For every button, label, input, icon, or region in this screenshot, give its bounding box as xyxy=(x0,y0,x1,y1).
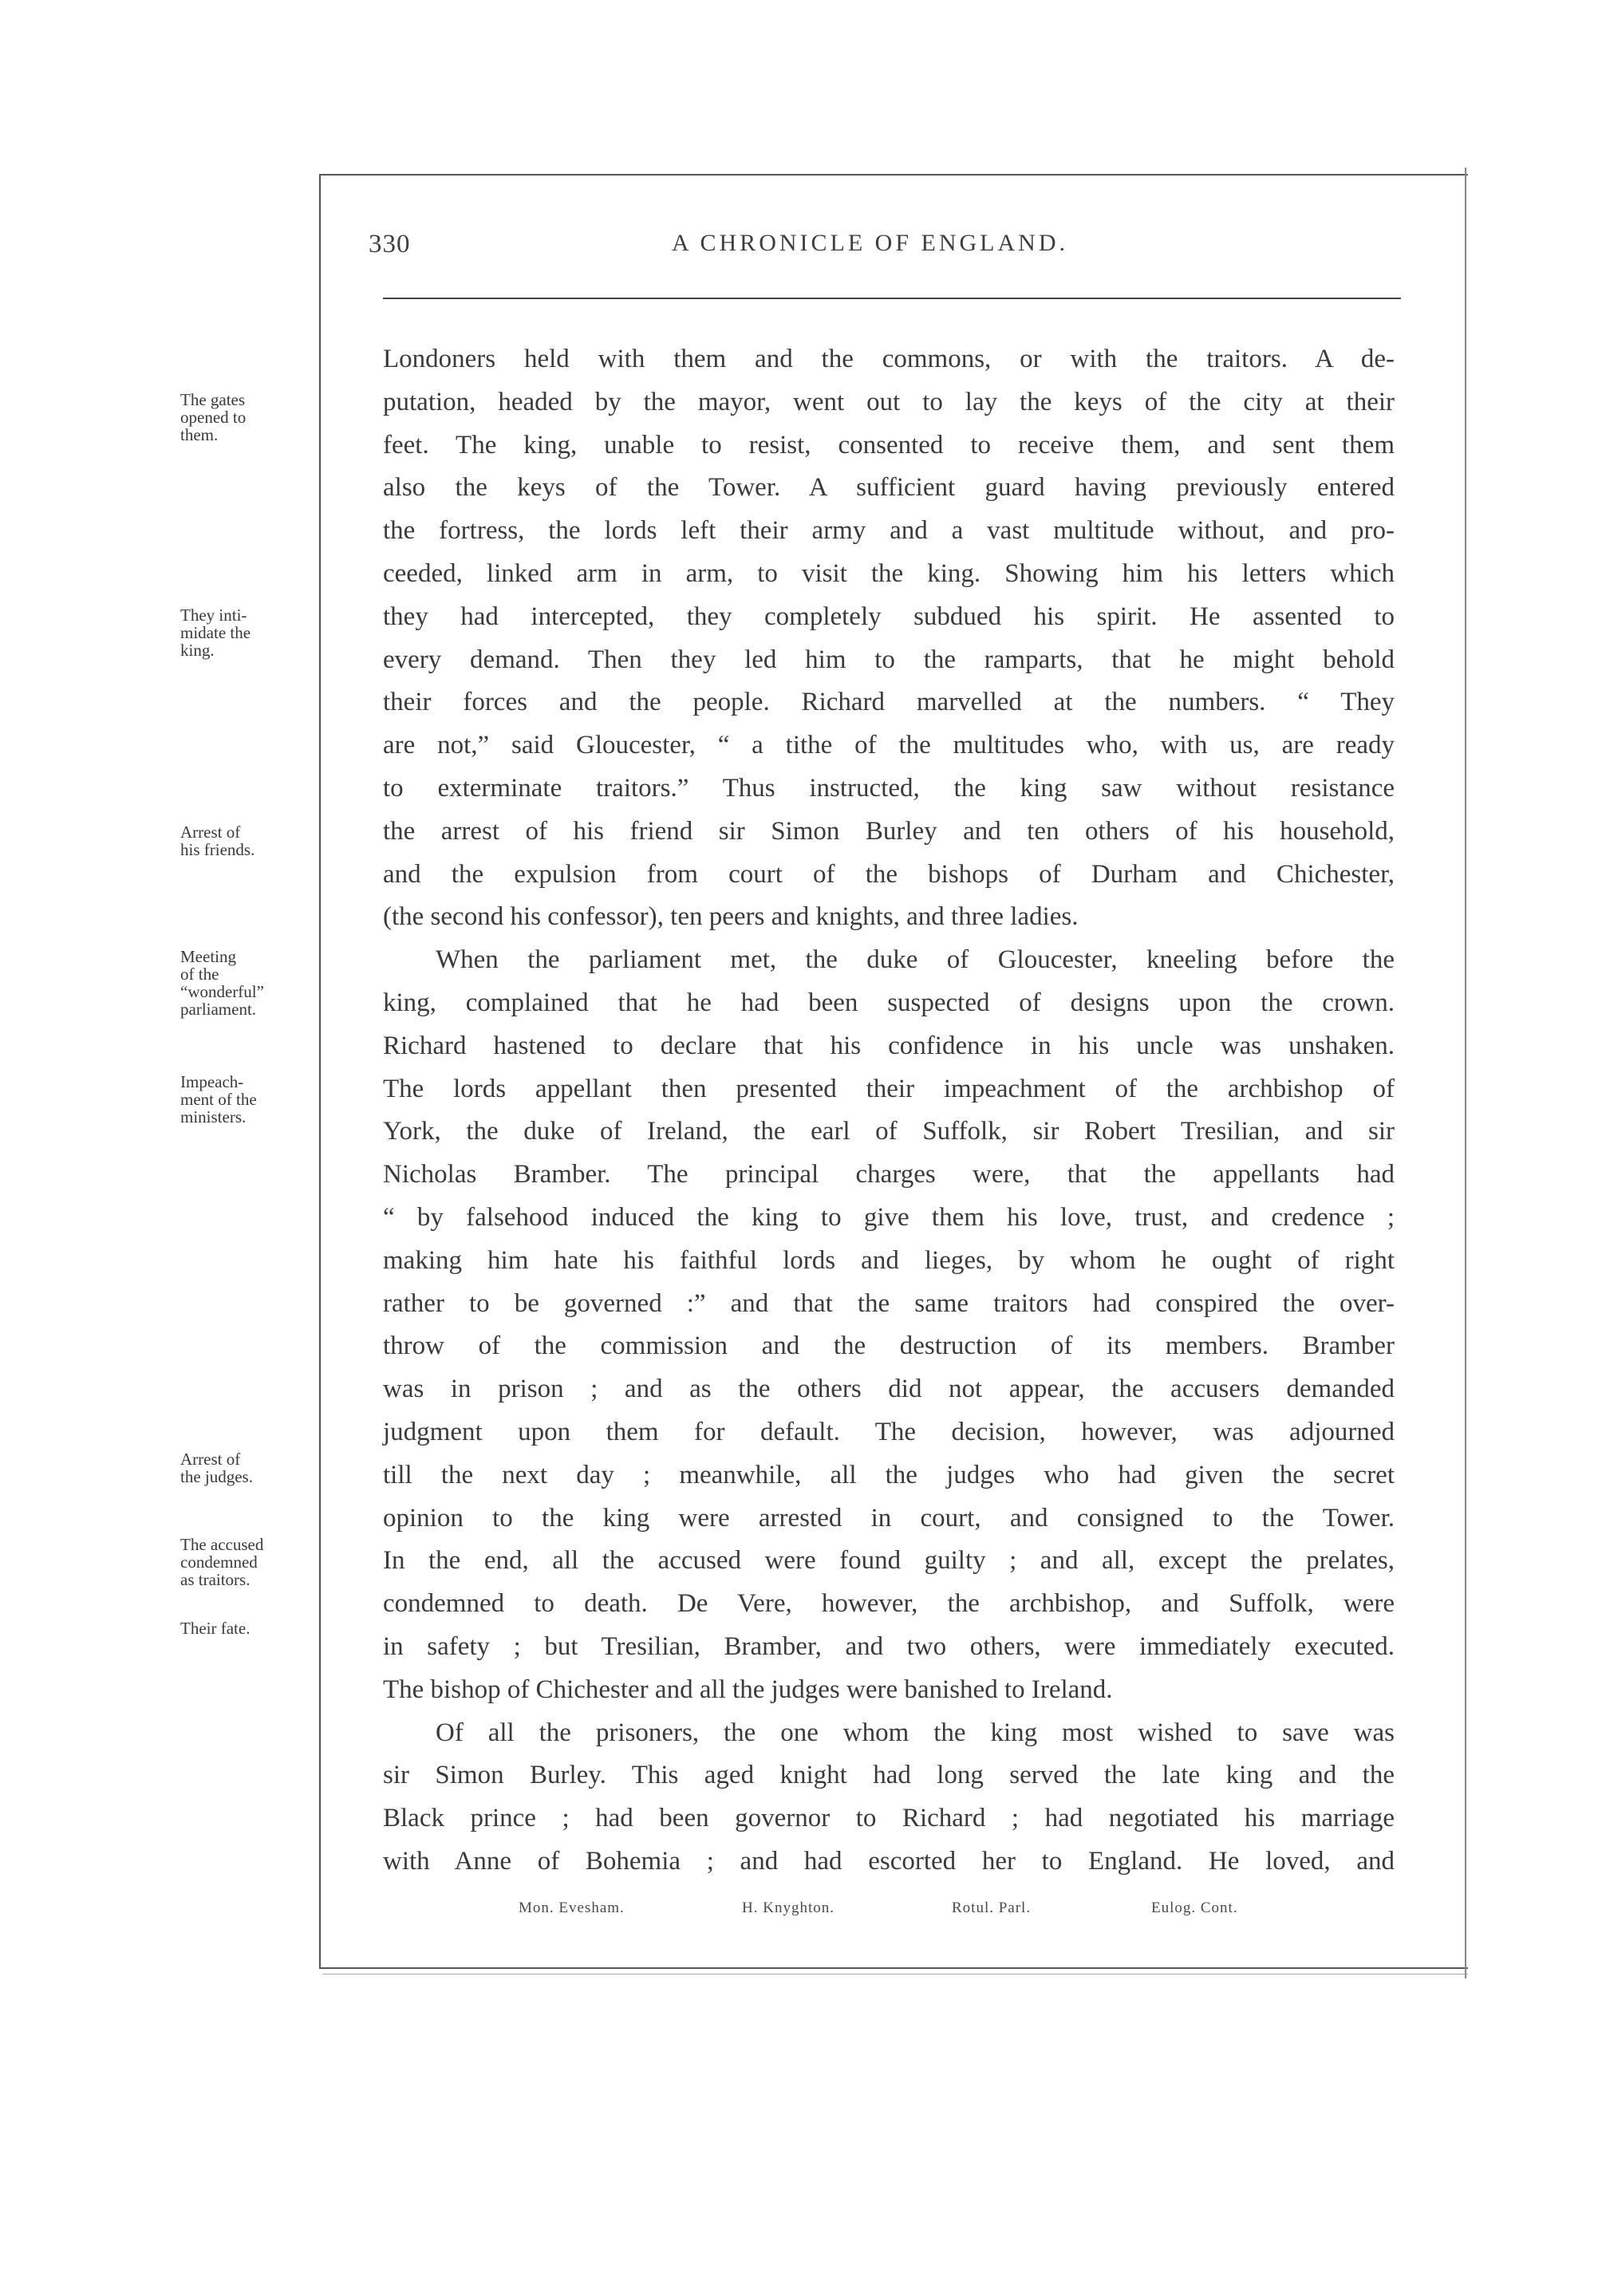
margin-note-line: The accused xyxy=(180,1535,264,1554)
margin-note-line: ministers. xyxy=(180,1107,247,1126)
text-line: the fortress, the lords left their army and a vast multitude without, and pro- xyxy=(383,516,1395,546)
margin-note xyxy=(180,606,312,659)
source-citation: Rotul. Parl. xyxy=(952,1900,1032,1916)
text-line: rather to be governed :” and that the same traitors had conspired the over- xyxy=(383,1288,1395,1318)
margin-note-line: of the xyxy=(180,965,219,984)
header-rule xyxy=(383,298,1401,299)
text-line: Richard hastened to declare that his confidence in his uncle was unshaken. xyxy=(383,1031,1395,1060)
text-line: opinion to the king were arrested in court, and consigned to the Tower. xyxy=(383,1503,1395,1533)
margin-note-line: “wonderful” xyxy=(180,982,264,1001)
page-frame-bottom xyxy=(319,1967,1468,1969)
margin-note-line: Their fate. xyxy=(180,1619,251,1638)
margin-note xyxy=(180,391,312,444)
text-line: The bishop of Chichester and all the judges were banished to Ireland. xyxy=(383,1675,1113,1704)
text-line: Londoners held with them and the commons, or with the traitors. A de- xyxy=(383,345,1395,373)
text-line: their forces and the people. Richard marvelled at the numbers. “ They xyxy=(383,688,1395,717)
source-citation: H. Knyghton. xyxy=(742,1900,835,1916)
text-line: Of all the prisoners, the one whom the king most wished to save was xyxy=(436,1718,1395,1747)
text-line: the arrest of his friend sir Simon Burley and ten others of his household, xyxy=(383,816,1395,846)
text-line: sir Simon Burley. This aged knight had long served the late king and the xyxy=(383,1761,1395,1790)
text-line: was in prison ; and as the others did not appear, the accusers demanded xyxy=(383,1375,1395,1404)
margin-note-line: They inti- xyxy=(180,606,247,625)
margin-note-line: The gates xyxy=(180,390,246,409)
margin-note-line: ment of the xyxy=(180,1090,257,1109)
margin-note-line: midate the xyxy=(180,623,251,642)
running-title: A CHRONICLE OF ENGLAND. xyxy=(672,230,1068,256)
running-header xyxy=(369,230,1406,270)
margin-note-line: king. xyxy=(180,641,215,660)
text-line: feet. The king, unable to resist, consented to receive them, and sent them xyxy=(383,430,1395,460)
margin-note xyxy=(180,1073,312,1126)
text-line: Nicholas Bramber. The principal charges were, that the appellants had xyxy=(383,1160,1395,1189)
margin-note-line: Meeting xyxy=(180,947,236,966)
text-line: till the next day ; meanwhile, all the judges who had given the secret xyxy=(383,1460,1395,1489)
text-line: king, complained that he had been suspected of designs upon the crown. xyxy=(383,988,1395,1017)
text-line: “ by falsehood induced the king to give them his love, trust, and credence ; xyxy=(383,1202,1395,1232)
margin-note-line: parliament. xyxy=(180,1000,257,1019)
margin-note-line: Arrest of xyxy=(180,1450,241,1469)
text-line: Black prince ; had been governor to Richard ; had negotiated his marriage xyxy=(383,1804,1395,1833)
text-line: (the second his confessor), ten peers and knights, and three ladies. xyxy=(383,902,1079,932)
text-line: in safety ; but Tresilian, Bramber, and two others, were immediately executed. xyxy=(383,1631,1395,1661)
margin-note-line: Arrest of xyxy=(180,823,241,842)
margin-note xyxy=(180,823,312,858)
source-citations xyxy=(367,1900,1404,1923)
text-line: to exterminate traitors.” Thus instructed, the king saw without resistance xyxy=(383,773,1395,803)
body-text xyxy=(383,338,1395,1884)
text-line: The lords appellant then presented their impeachment of the archbishop of xyxy=(383,1074,1395,1103)
text-line: also the keys of the Tower. A sufficient guard having previously entered xyxy=(383,473,1395,503)
text-line: putation, headed by the mayor, went out to lay the keys of the city at their xyxy=(383,387,1395,416)
margin-note xyxy=(180,1536,312,1588)
margin-note-line: them. xyxy=(180,425,219,444)
text-line: and the expulsion from court of the bishops of Durham and Chichester, xyxy=(383,859,1395,889)
text-line: condemned to death. De Vere, however, the archbishop, and Suffolk, were xyxy=(383,1589,1395,1619)
text-line: they had intercepted, they completely subdued his spirit. He assented to xyxy=(383,602,1395,631)
text-line: ceeded, linked arm in arm, to visit the king. Showing him his letters which xyxy=(383,558,1395,588)
source-citation: Eulog. Cont. xyxy=(1151,1900,1238,1916)
margin-note xyxy=(180,1450,312,1485)
source-citation: Mon. Evesham. xyxy=(519,1900,625,1916)
text-line: every demand. Then they led him to the ramparts, that he might behold xyxy=(383,645,1395,674)
margin-note-line: as traitors. xyxy=(180,1570,251,1589)
text-line: In the end, all the accused were found guilty ; and all, except the prelates, xyxy=(383,1546,1395,1576)
text-line: York, the duke of Ireland, the earl of Suffolk, sir Robert Tresilian, and sir xyxy=(383,1117,1395,1146)
text-line: throw of the commission and the destruction of its members. Bramber xyxy=(383,1331,1395,1361)
text-line: making him hate his faithful lords and lieges, by whom he ought of right xyxy=(383,1245,1395,1275)
margin-note-line: Impeach- xyxy=(180,1072,244,1091)
page-frame-right xyxy=(1465,168,1466,1978)
margin-note-line: condemned xyxy=(180,1552,258,1572)
text-line: are not,” said Gloucester, “ a tithe of the multitudes who, with us, are ready xyxy=(383,731,1395,760)
page-frame-left xyxy=(319,174,321,1967)
page-frame-top xyxy=(319,174,1468,176)
text-line: When the parliament met, the duke of Gloucester, kneeling before the xyxy=(436,945,1395,975)
margin-note-line: the judges. xyxy=(180,1467,253,1486)
page-number: 330 xyxy=(369,230,411,258)
margin-note xyxy=(180,948,312,1018)
margin-note-line: his friends. xyxy=(180,840,255,859)
text-line: with Anne of Bohemia ; and had escorted her to England. He loved, and xyxy=(383,1846,1395,1876)
margin-note xyxy=(180,1619,312,1637)
margin-note-line: opened to xyxy=(180,408,247,427)
text-line: judgment upon them for default. The decision, however, was adjourned xyxy=(383,1417,1395,1446)
